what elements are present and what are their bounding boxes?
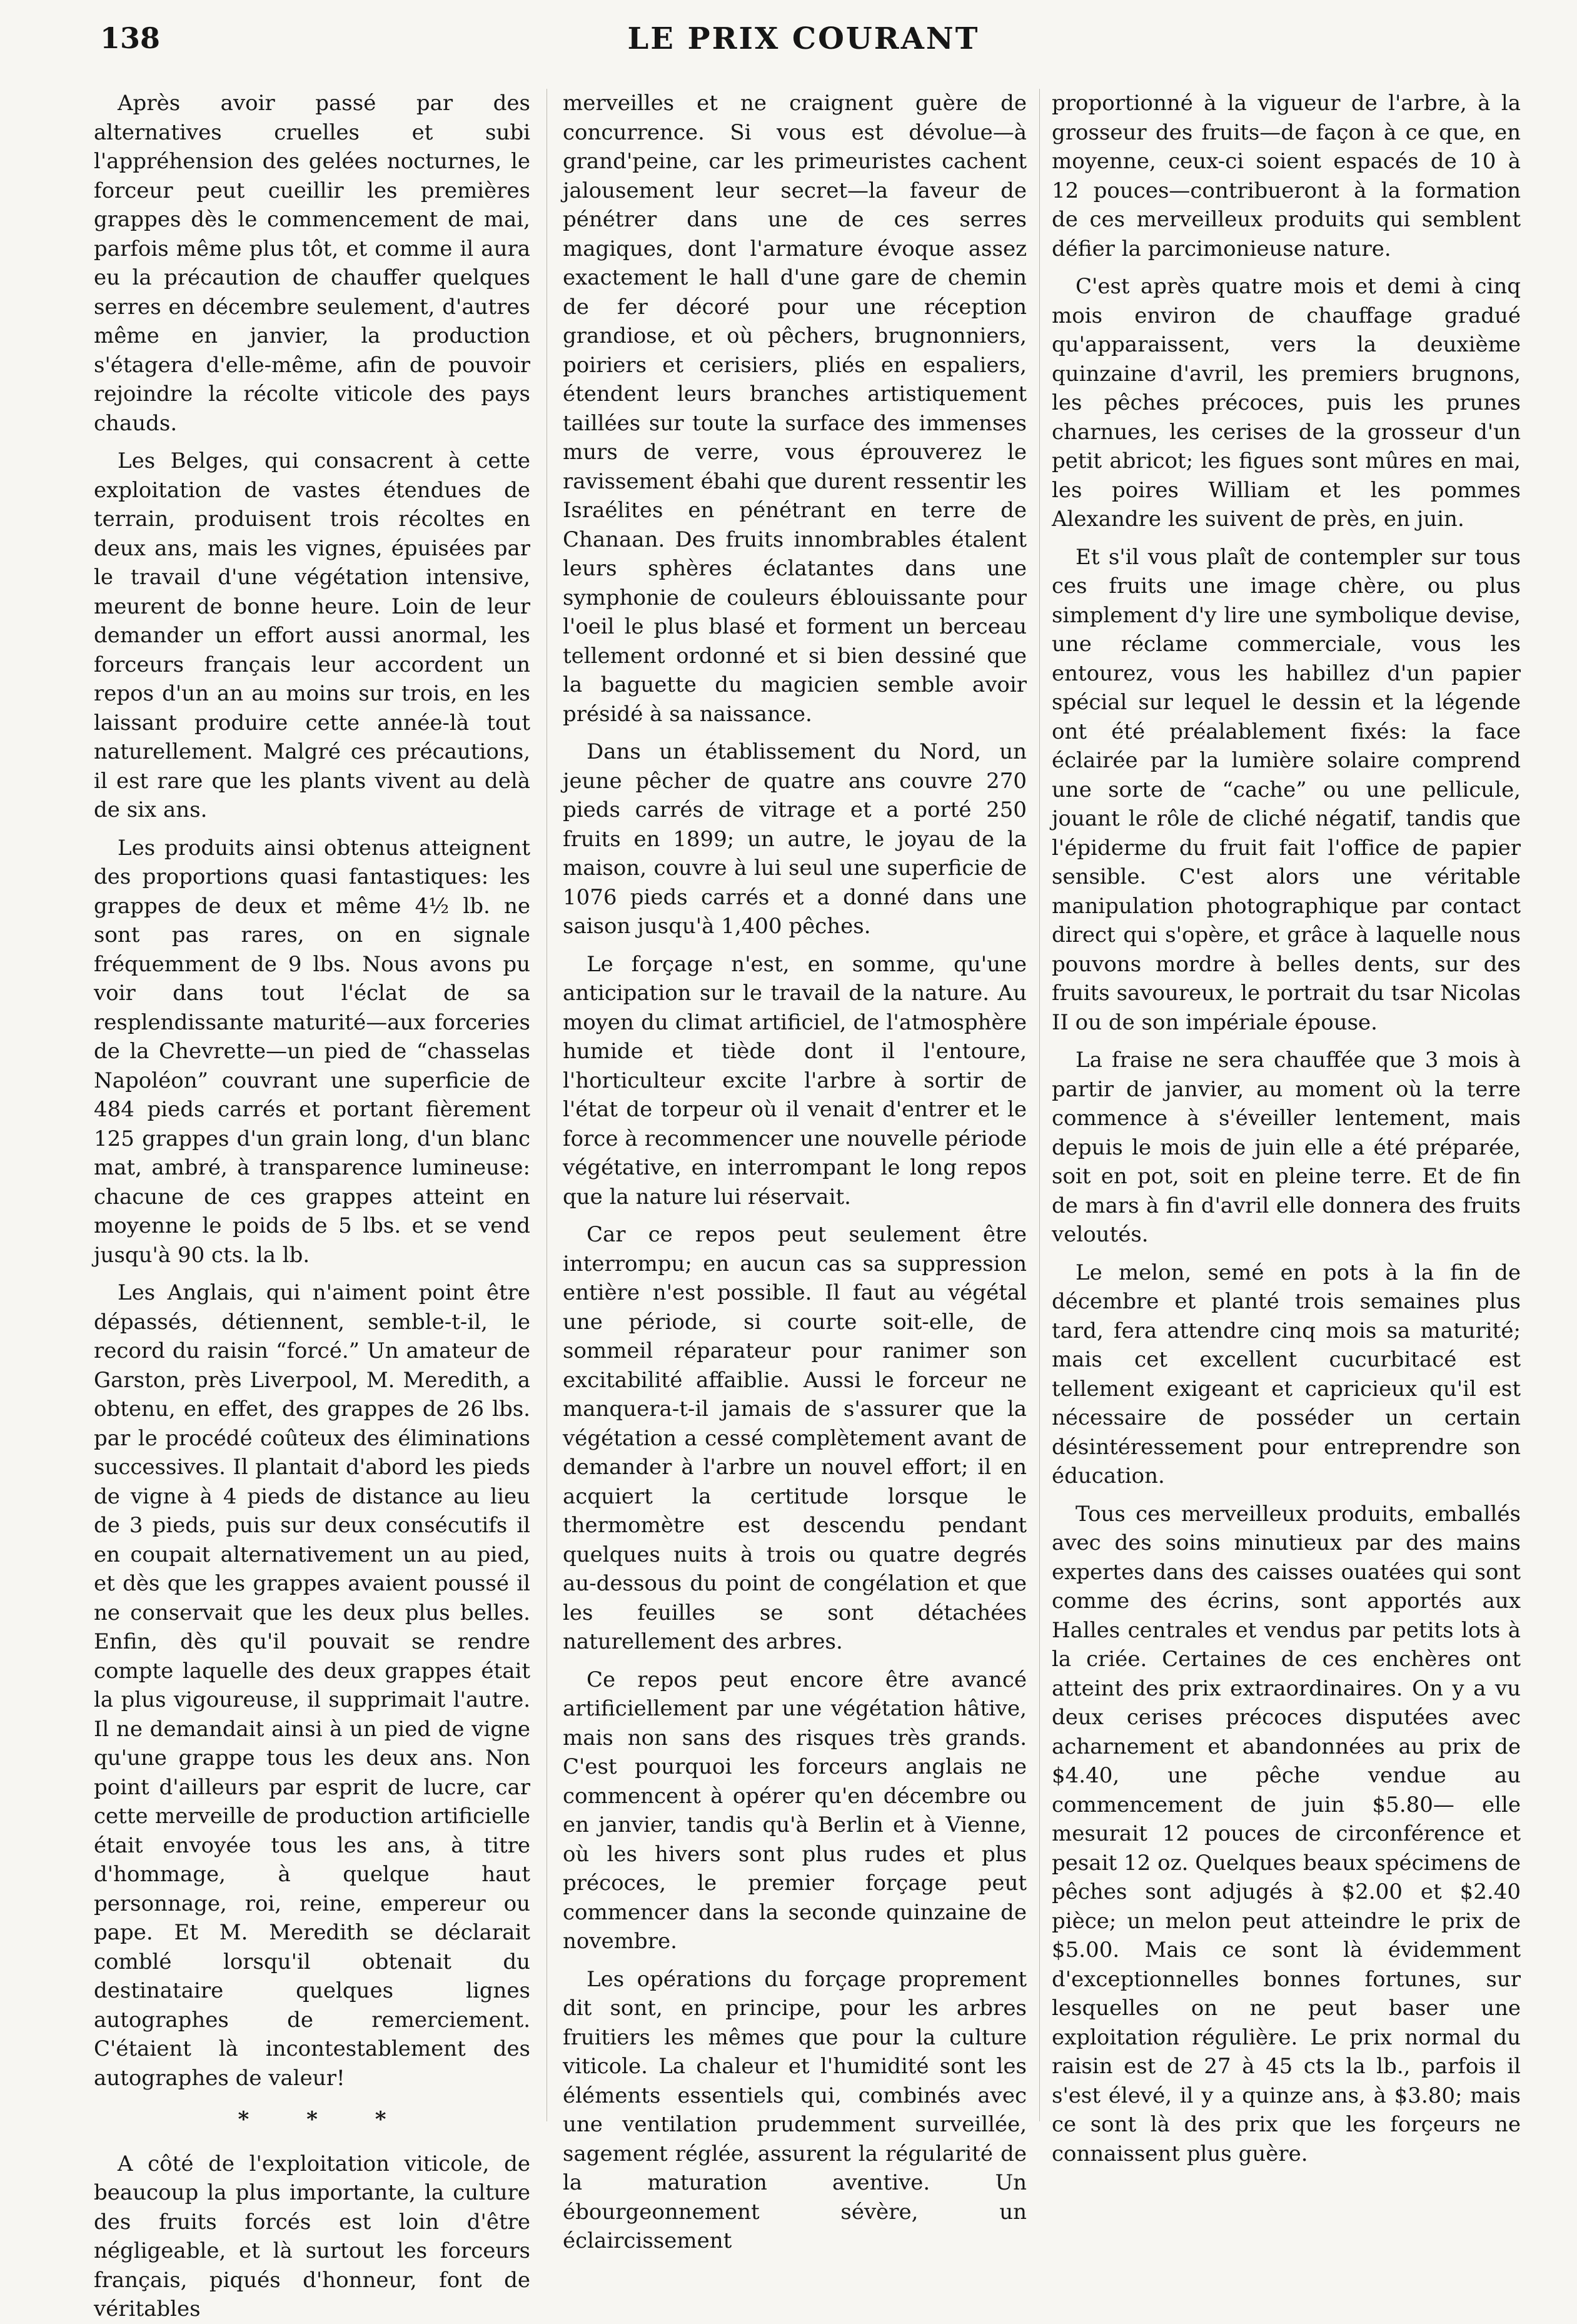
paragraph: Les Anglais, qui n'aiment point être dépassés, détiennent, semble-t-il, le record du raisin “forcé.” Un amateur de Garston, près Liverpool, M. Meredith, a obtenu, en effet, des grappes de 26 lbs. par le procédé coûteux des éliminations successives. Il plantait d'abord les pieds de vigne à 4 pieds de distance au lieu de 3 pieds, puis sur deux consécutifs il en coupait alternativement un au pied, et dès que les grappes avaient poussé il ne conservait que les deux plus belles. Enfin, dès qu'il pouvait se rendre compte laquelle des deux grappes était la plus vigoureuse, il supprimait l'autre. Il ne demandait ainsi à un pied de vigne qu'une grappe tous les deux ans. Non point d'ailleurs par esprit de lucre, car cette merveille de production artificielle était envoyée tous les ans, à titre d'hommage, à quelque haut personnage, roi, reine, empereur ou pape. Et M. Meredith se déclarait comblé lorsqu'il obtenait du destinataire quelques lignes autographes de remerciement. C'étaient là incontestablement des autographes de valeur! <box>94 1280 530 2091</box>
column-divider <box>1039 89 1040 2121</box>
paragraph: Le melon, semé en pots à la fin de décembre et planté trois semaines plus tard, fera attendre cinq mois sa maturité; mais cet excellent cucurbitacé est tellement exigeant et capricieux qu'il est nécessaire de posséder un certain désintéressement pour entreprendre son éducation. <box>1052 1260 1521 1488</box>
paragraph: Les opérations du forçage proprement dit sont, en principe, pour les arbres fruitiers les mêmes que pour la culture viticole. La chaleur et l'humidité sont les éléments essentiels qui, combinés avec une ventilation prudemment surveillée, sagement réglée, assurent la régularité de la maturation aventive. Un ébourgeonnement sévère, un éclaircissement <box>563 1966 1027 2253</box>
page-header <box>94 21 1513 71</box>
section-separator: * * * <box>238 2107 411 2132</box>
paragraph: Ce repos peut encore être avancé artificiellement par une végétation hâtive, mais non sans des risques très grands. C'est pourquoi les forceurs anglais ne commencent à opérer qu'en décembre ou en janvier, tandis qu'à Berlin et à Vienne, où les hivers sont plus rudes et plus précoces, le premier forçage peut commencer dans la seconde quinzaine de novembre. <box>563 1667 1027 1954</box>
paragraph: Car ce repos peut seulement être interrompu; en aucun cas sa suppression entière n'est possible. Il faut au végétal une période, si courte soit-elle, de sommeil réparateur pour ranimer son excitabilité affaiblie. Aussi le forceur ne manquera-t-il jamais de s'assurer que la végétation a cessé complètement avant de demander à l'arbre un nouvel effort; il en acquiert la certitude lorsque le thermomètre est descendu pendant quelques nuits à trois ou quatre degrés au-dessous du point de congélation et que les feuilles se sont détachées naturellement des arbres. <box>563 1222 1027 1654</box>
text-column-right <box>1052 89 1521 2166</box>
journal-title: LE PRIX COURANT <box>627 21 980 56</box>
paragraph: Les Belges, qui consacrent à cette exploitation de vastes étendues de terrain, produisent trois récoltes en deux ans, mais les vignes, épuisées par le travail d'une végétation intensive, meurent de bonne heure. Loin de leur demander un effort aussi anormal, les forceurs français leur accordent un repos d'un an au moins sur trois, en les laissant produire cette année-là tout naturellement. Malgré ces précautions, il est rare que les plants vivent au delà de six ans. <box>94 448 530 822</box>
paragraph: Et s'il vous plaît de contempler sur tous ces fruits une image chère, ou plus simplement d'y lire une symbolique devise, une réclame commerciale, vous les entourez, vous les habillez d'un papier spécial sur lequel le dessin et la légende ont été préalablement fixés: la face éclairée par la lumière solaire comprend une sorte de “cache” ou une pellicule, jouant le rôle de cliché négatif, tandis que l'épiderme du fruit fait l'office de papier sensible. C'est alors une véritable manipulation photographique par contact direct qui s'opère, et grâce à laquelle nous pouvons mordre à belles dents, sur des fruits savoureux, le portrait du tsar Nicolas II ou de son impériale épouse. <box>1052 544 1521 1035</box>
paragraph: C'est après quatre mois et demi à cinq mois environ de chauffage gradué qu'apparaissent, vers la deuxième quinzaine d'avril, les premiers brugnons, les pêches précoces, puis les prunes charnues, les cerises de la grosseur d'un petit abricot; les figues sont mûres en mai, les poires William et les pommes Alexandre les suivent de près, en juin. <box>1052 274 1521 532</box>
text-column-middle <box>563 89 1027 2253</box>
paragraph: Le forçage n'est, en somme, qu'une anticipation sur le travail de la nature. Au moyen du climat artificiel, de l'atmosphère humide et tiède dont il l'entoure, l'horticulteur excite l'arbre à sortir de l'état de torpeur où il venait d'entrer et le force à recommencer une nouvelle période végétative, en interrompant le long repos que la nature lui réservait. <box>563 951 1027 1210</box>
text-column-left <box>94 89 530 2321</box>
paragraph: Tous ces merveilleux produits, emballés avec des soins minutieux par des mains expertes dans des caisses ouatées qui sont comme des écrins, sont apportés aux Halles centrales et vendus par petits lots à la criée. Certaines de ces enchères ont atteint des prix extraordinaires. On y a vu deux cerises précoces disputées avec acharnement et abandonnées au prix de $4.40, une pêche vendue au commencement de juin $5.80— elle mesurait 12 pouces de circonférence et pesait 12 oz. Quelques beaux spécimens de pêches sont adjugés à $2.00 et $2.40 pièce; un melon peut atteindre le prix de $5.00. Mais ce sont là évidemment d'exceptionnelles bonnes fortunes, sur lesquelles on ne peut baser une exploitation régulière. Le prix normal du raisin est de 27 à 45 cts la lb., parfois il s'est élevé, il y a quinze ans, à $3.80; mais ce sont là des prix que les forçeurs ne connaissent plus guère. <box>1052 1501 1521 2166</box>
paragraph: Dans un établissement du Nord, un jeune pêcher de quatre ans couvre 270 pieds carrés de vitrage et a porté 250 fruits en 1899; un autre, le joyau de la maison, couvre à lui seul une superficie de 1076 pieds carrés et a donné dans une saison jusqu'à 1,400 pêches. <box>563 739 1027 939</box>
paragraph: Après avoir passé par des alternatives cruelles et subi l'appréhension des gelées nocturnes, le forceur peut cueillir les premières grappes dès le commencement de mai, parfois même plus tôt, et comme il aura eu la précaution de chauffer quelques serres en décembre seulement, d'autres même en janvier, la production s'étagera d'elle-même, afin de pouvoir rejoindre la récolte viticole des pays chauds. <box>94 91 530 436</box>
paragraph: La fraise ne sera chauffée que 3 mois à partir de janvier, au moment où la terre commence à s'éveiller lentement, mais depuis le mois de juin elle a été préparée, soit en pot, soit en pleine terre. Et de fin de mars à fin d'avril elle donnera des fruits veloutés. <box>1052 1048 1521 1247</box>
page-number: 138 <box>100 21 161 55</box>
paragraph: Les produits ainsi obtenus atteignent des proportions quasi fantastiques: les grappes de deux et même 4½ lb. ne sont pas rares, on en signale fréquemment de 9 lbs. Nous avons pu voir dans tout l'éclat de sa resplendissante maturité—aux forceries de la Chevrette—un pied de “chasselas Napoléon” couvrant une superficie de 484 pieds carrés et portant fièrement 125 grappes d'un grain long, d'un blanc mat, ambré, à transparence lumineuse: chacune de ces grappes atteint en moyenne le poids de 5 lbs. et se vend jusqu'à 90 cts. la lb. <box>94 835 530 1268</box>
paragraph: A côté de l'exploitation viticole, de beaucoup la plus importante, la culture des fruits forcés est loin d'être négligeable, et là surtout les forceurs français, piqués d'honneur, font de véritables <box>94 2151 530 2321</box>
paragraph: merveilles et ne craignent guère de concurrence. Si vous est dévolue—à grand'peine, car les primeuristes cachent jalousement leur secret—la faveur de pénétrer dans une de ces serres magiques, dont l'armature évoque assez exactement le hall d'une gare de chemin de fer décoré pour une réception grandiose, et où pêchers, brugnonniers, poiriers et cerisiers, pliés en espaliers, étendent leurs branches artistiquement taillées sur toute la surface des immenses murs de verre, vous éprouverez le ravissement ébahi que durent ressentir les Israélites en pénétrant en terre de Chanaan. Des fruits innombrables étalent leurs sphères éclatantes dans une symphonie de couleurs éblouissante pour l'oeil le plus blasé et forment un berceau tellement ordonné et si bien dessiné que la baguette du magicien semble avoir présidé à sa naissance. <box>563 91 1027 727</box>
paragraph: proportionné à la vigueur de l'arbre, à la grosseur des fruits—de façon à ce que, en moyenne, ceux-ci soient espacés de 10 à 12 pouces—contribueront à la formation de ces merveilleux produits qui semblent défier la parcimonieuse nature. <box>1052 91 1521 261</box>
